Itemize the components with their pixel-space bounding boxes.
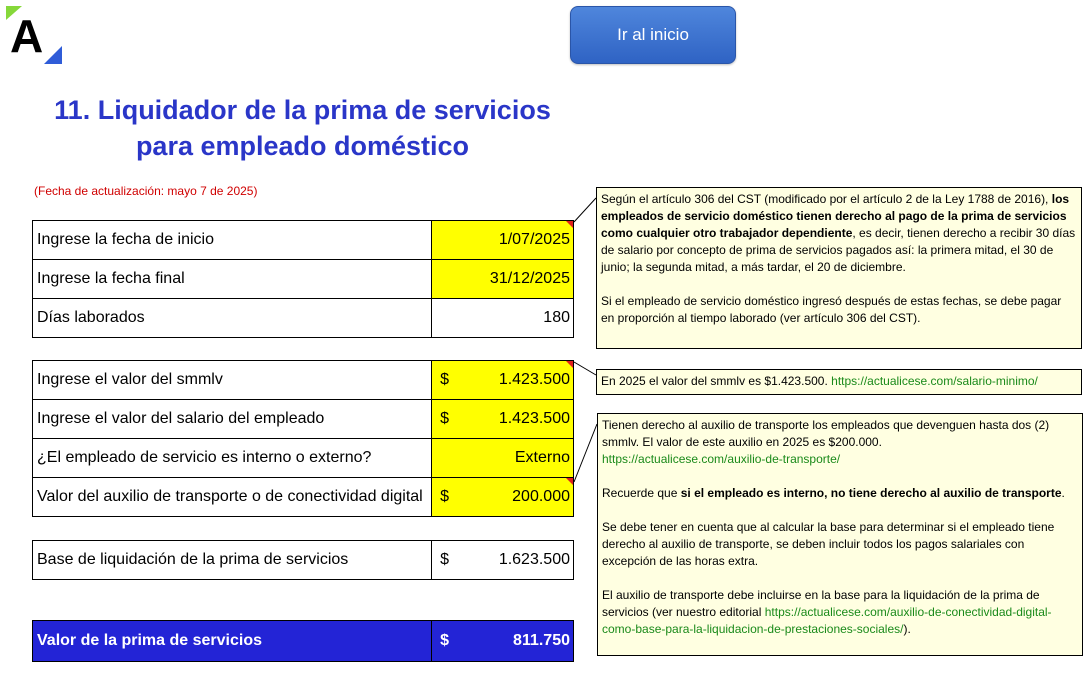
employee-salary-input[interactable] (432, 400, 574, 439)
comment-prima-note (596, 187, 1082, 349)
result-table (32, 620, 574, 662)
currency-symbol: $ (440, 371, 450, 388)
smmlv-label: Ingrese el valor del smmlv (33, 361, 432, 400)
note-text: ). (903, 622, 911, 636)
table-row (33, 260, 574, 299)
dates-table (32, 220, 574, 338)
page-title-line2: para empleado doméstico (135, 131, 470, 161)
comment-transport-note (597, 413, 1083, 656)
home-button[interactable]: Ir al inicio (570, 6, 736, 64)
start-date-value: 1/07/2025 (498, 231, 570, 248)
note-paragraph (602, 587, 1078, 638)
currency-symbol: $ (440, 488, 450, 505)
table-row (33, 478, 574, 517)
table-row (33, 439, 574, 478)
transport-aid-input[interactable] (432, 478, 574, 517)
note-paragraph: Tienen derecho al auxilio de transporte los empleados que devenguen hasta dos (2) smmlv. El valor de este auxilio en 2025 es $200.000. (602, 418, 1050, 449)
result-cell (432, 621, 574, 662)
logo-blue-triangle (44, 46, 62, 64)
smmlv-input[interactable] (432, 361, 574, 400)
employee-salary-value: 1.423.500 (498, 410, 570, 427)
note-paragraph: Si el empleado de servicio doméstico ingresó después de estas fechas, se debe pagar en proporción al tiempo laborado (ver artículo 306 del CST). (601, 294, 1062, 325)
employee-salary-label: Ingrese el valor del salario del empleado (33, 400, 432, 439)
note-text: Recuerde que (602, 486, 681, 500)
connector-line (574, 362, 596, 375)
connector-line (574, 198, 596, 222)
actualicese-logo[interactable] (6, 6, 62, 64)
page-title (20, 92, 585, 164)
page-title-line1: 11. Liquidador de la prima de servicios (54, 95, 551, 125)
employee-type-value: Externo (514, 449, 570, 466)
note-bold-text: los empleados de servicio doméstico tienen derecho al pago de la prima de servicios como cualquier otro trabajador dependiente (601, 192, 1070, 240)
currency-symbol: $ (440, 410, 450, 427)
start-date-input[interactable] (432, 221, 574, 260)
table-row (33, 541, 574, 580)
end-date-input[interactable] (432, 260, 574, 299)
note-paragraph: Se debe tener en cuenta que al calcular la base para determinar si el empleado tiene derecho al auxilio de transporte, se deben incluir todos los pagos salariales con excepción de las horas extra. (602, 520, 1055, 568)
transport-aid-value: 200.000 (512, 488, 570, 505)
start-date-label: Ingrese la fecha de inicio (33, 221, 432, 260)
table-row (33, 221, 574, 260)
note-text: , es decir, tienen derecho a recibir 30 días de salario por concepto de prima de servicios pagados así: la primera mitad, el 30 de junio; la segunda mitad, a más tardar, el 20 de diciembre. (601, 226, 1076, 274)
table-row (33, 621, 574, 662)
note-text: . (1061, 486, 1065, 500)
note-text: Según el artículo 306 del CST (modificado por el artículo 2 de la Ley 1788 de 2016), (601, 192, 1052, 206)
employee-type-label: ¿El empleado de servicio es interno o externo? (33, 439, 432, 478)
table-row (33, 361, 574, 400)
logo-letter: A (10, 10, 44, 62)
note-text: En 2025 el valor del smmlv es $1.423.500. (601, 374, 832, 388)
note-paragraph (602, 451, 1078, 468)
days-worked-label: Días laborados (33, 299, 432, 338)
end-date-label: Ingrese la fecha final (33, 260, 432, 299)
salary-table (32, 360, 574, 517)
result-label: Valor de la prima de servicios (33, 621, 432, 662)
days-worked-cell (432, 299, 574, 338)
base-label: Base de liquidación de la prima de servicios (33, 541, 432, 580)
table-row (33, 400, 574, 439)
update-date: (Fecha de actualización: mayo 7 de 2025) (34, 184, 258, 198)
editorial-link[interactable]: https://actualicese.com/auxilio-de-conectividad-digital-como-base-para-la-liquidacion-de-prestaciones-sociales/ (602, 605, 1052, 636)
auxilio-transporte-link[interactable]: https://actualicese.com/auxilio-de-transporte/ (602, 452, 841, 466)
result-value: 811.750 (513, 632, 570, 649)
days-worked-value: 180 (543, 309, 570, 326)
note-paragraph (602, 485, 1078, 502)
base-value: 1.623.500 (498, 551, 570, 568)
employee-type-select[interactable] (432, 439, 574, 478)
base-table (32, 540, 574, 580)
salario-minimo-link[interactable]: https://actualicese.com/salario-minimo/ (831, 374, 1038, 388)
note-paragraph (601, 191, 1077, 276)
base-cell (432, 541, 574, 580)
currency-symbol: $ (440, 551, 450, 568)
comment-smmlv-note (596, 369, 1082, 395)
currency-symbol: $ (440, 632, 450, 649)
transport-aid-label: Valor del auxilio de transporte o de conectividad digital (33, 478, 432, 517)
connector-line (574, 424, 597, 482)
table-row (33, 299, 574, 338)
smmlv-value: 1.423.500 (498, 371, 570, 388)
note-bold-text: si el empleado es interno, no tiene derecho al auxilio de transporte (680, 486, 1062, 500)
note-text: El auxilio de transporte debe incluirse en la base para la liquidación de la prima de servicios (ver nuestro editorial (602, 588, 1040, 619)
end-date-value: 31/12/2025 (489, 270, 570, 287)
